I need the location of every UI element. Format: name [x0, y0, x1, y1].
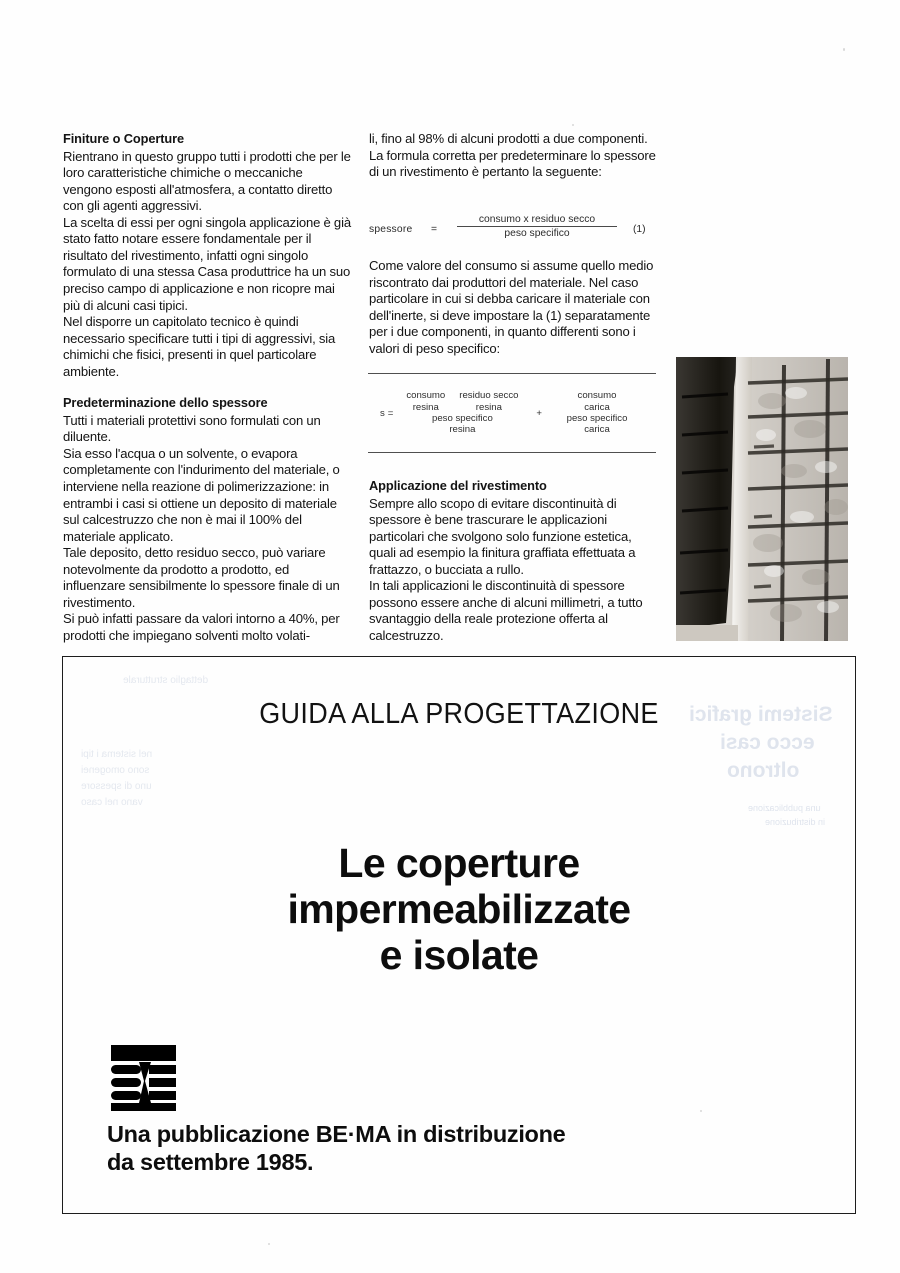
scan-speckle	[572, 124, 574, 126]
formula-spessore	[369, 214, 660, 248]
paragraph: Rientrano in questo gruppo tutti i prodotti che per le loro caratteristiche chimiche o meccaniche vengono esposti all'atmosfera, a contatto diretto con gli agenti aggressivi.	[63, 148, 351, 214]
formula-numerator: consumo x residuo secco	[478, 214, 596, 225]
ad-title-line-3: e isolate	[379, 932, 539, 978]
paragraph: In tali applicazioni le discontinuità di spessore possono essere anche di alcuni millimetri, a tutto svantaggio della reale protezione offerta al calcestruzzo.	[369, 578, 643, 643]
formula2-term-resina	[395, 390, 529, 436]
formula2-numerator-b: consumo carica	[577, 390, 617, 413]
bleed-through-text: sono omogenei	[81, 765, 150, 776]
section-heading-predeterminazione: Predeterminazione dello spessore	[63, 395, 268, 411]
formula-left-side: spessore	[369, 224, 413, 235]
paragraph: La scelta di essi per ogni singola applicazione è già stato fatto notare essere fondamentale per il risultato del rivestimento, infatti ogni singolo formulato di una stessa Casa produttrice ha un suo preciso campo di applicazione e non ricopre mai più di alcuni casi tipici.	[63, 214, 351, 313]
formula-two-components	[368, 373, 656, 453]
paragraph: li, fino al 98% di alcuni prodotti a due componenti. La formula corretta per predeterminare lo spessore di un rivestimento è pertanto la seguente:	[369, 131, 656, 180]
paragraph: Sia esso l'acqua o un solvente, o evapora completamente con l'indurimento del materiale, o interviene nella reazione di polimerizzazione: in entrambi i casi si ottiene un deposito di materiale sul calcestruzzo che non è mai il 100% del materiale applicato.	[63, 445, 340, 544]
paragraph: Nel disporre un capitolato tecnico è quindi necessario specificare tutti i tipi di aggressivi, sia chimichi che fisici, presenti in quel particolare ambiente.	[63, 314, 336, 379]
ad-title	[63, 840, 855, 978]
fraction-bar	[457, 226, 617, 227]
photo-graphic	[676, 357, 848, 641]
bleed-through-text: oltrono	[726, 759, 799, 782]
bleed-through-text: ecco casi	[720, 731, 815, 754]
bleed-through-text: vano nel caso	[81, 797, 143, 808]
left-text-column	[63, 131, 354, 645]
section-heading-applicazione: Applicazione del rivestimento	[369, 478, 547, 493]
bleed-through-text: una pubblicazione	[748, 803, 821, 813]
right-text-column-bottom	[369, 478, 660, 645]
ad-footer	[107, 1121, 565, 1176]
formula2-plus-sign: +	[536, 408, 543, 419]
bleed-through-text: dettaglio strutturale	[123, 675, 209, 686]
paragraph: Tale deposito, detto residuo secco, può variare notevolmente da prodotto a prodotto, ed influenzare sensibilmente lo spessore finale di un rivestimento.	[63, 545, 340, 610]
formula2-denominator-a: peso specifico resina	[432, 413, 493, 436]
formula2-equals-sign: =	[387, 408, 394, 419]
scan-speckle	[268, 1243, 270, 1245]
bleed-through-text: Sistemi grafici	[689, 703, 833, 726]
advertisement-box	[62, 656, 856, 1214]
formula2-left-side: s	[380, 408, 385, 419]
formula2-denominator-b: peso specifico carica	[566, 413, 628, 436]
formula-number-tag: (1)	[633, 224, 646, 235]
right-text-column-top	[369, 131, 660, 181]
ad-footer-line-1: Una pubblicazione BE·MA in distribuzione	[107, 1121, 566, 1147]
bleed-through-text: nel sistema i tipi	[81, 749, 153, 760]
bleed-through-text: in distribuzione	[764, 817, 825, 827]
paragraph: Come valore del consumo si assume quello medio riscontrato dai produttori del materiale. Nel caso particolare in cui si debba caricare il materiale con dell'inerte, si deve impostare la (1) separatamente per i due componenti, in quanto differenti sono i valori di peso specifico:	[369, 258, 654, 356]
formula-equals-sign: =	[431, 224, 438, 235]
formula2-numerator-a2: residuo secco resina	[459, 390, 519, 413]
right-text-column-middle	[369, 258, 660, 357]
ad-title-line-1: Le coperture	[338, 840, 580, 886]
paragraph: Sempre allo scopo di evitare discontinuità di spessore è bene trascurare le applicazioni particolari che svolgono solo funzione estetica, quali ad esempio la finitura graffiata effettuata a frattazzo, o bucciata a rullo.	[369, 495, 636, 577]
bema-logo	[111, 1045, 183, 1111]
formula-fraction	[457, 214, 617, 239]
paragraph: Si può infatti passare da valori intorno a 40%, per prodotti che impiegano solventi molto volati-	[63, 611, 340, 643]
paragraph: Tutti i materiali protettivi sono formulati con un diluente.	[63, 412, 321, 445]
ad-title-line-2: impermeabilizzate	[287, 886, 631, 932]
bleed-through-text: uno di spessore	[81, 781, 152, 792]
concrete-column-rebar-photo	[676, 357, 848, 641]
formula-denominator: peso specifico	[504, 228, 570, 239]
ad-footer-line-2: da settembre 1985.	[107, 1148, 314, 1175]
formula2-term-carica	[549, 390, 645, 436]
formula2-numerator-a1: consumo resina	[406, 390, 446, 413]
ad-kicker: GUIDA ALLA PROGETTAZIONE	[259, 698, 659, 730]
scan-speckle	[843, 48, 845, 51]
section-heading-finiture: Finiture o Coperture	[63, 131, 184, 146]
bema-logo-mark	[111, 1045, 183, 1111]
